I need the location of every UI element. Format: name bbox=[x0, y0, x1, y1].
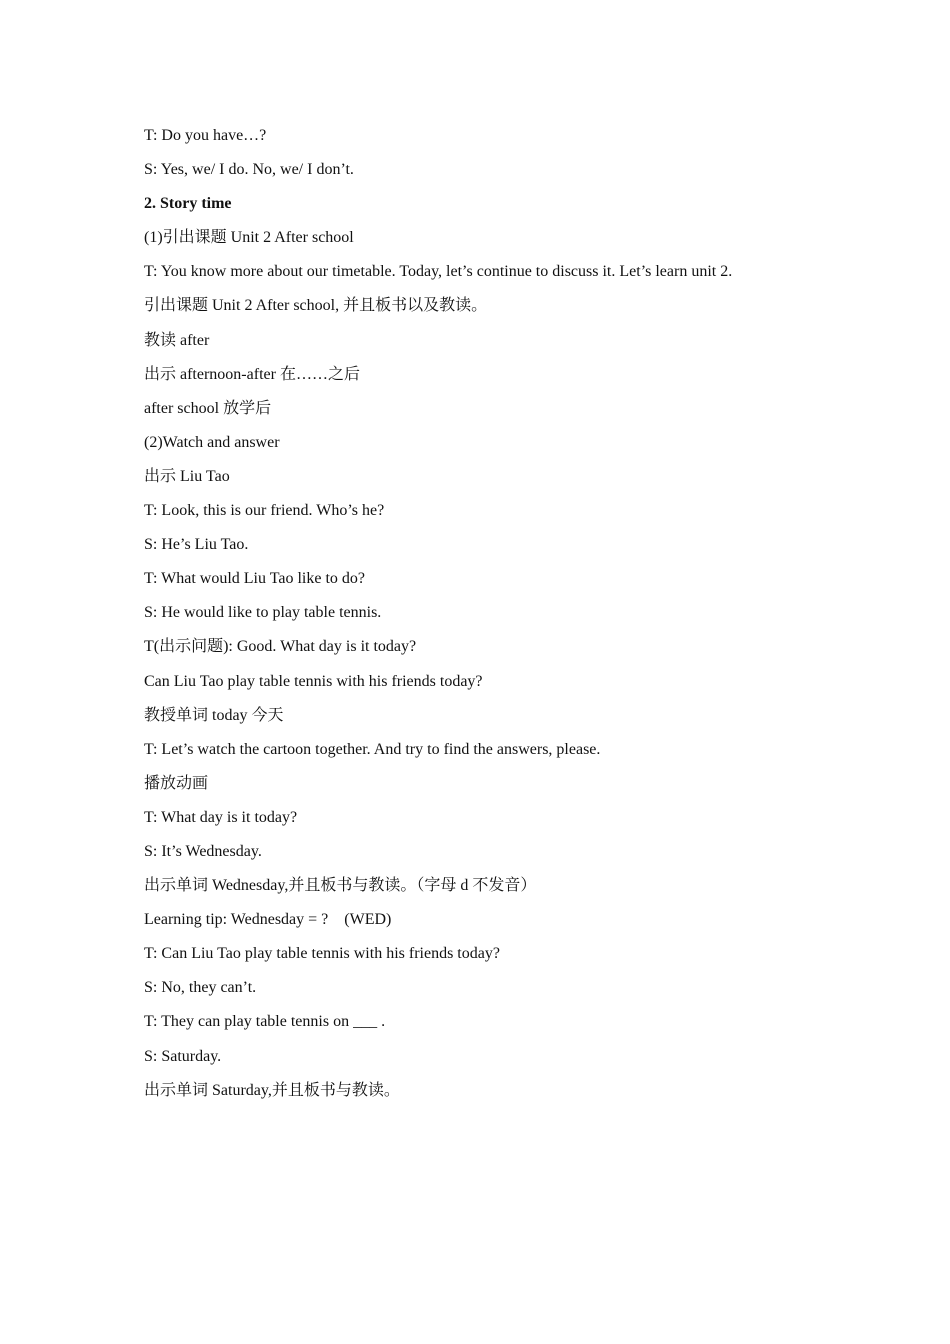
text-line: 教读 after bbox=[144, 331, 210, 349]
text-line: 引出课题 Unit 2 After school, 并且板书以及教读。 bbox=[144, 297, 488, 315]
text-line: S: Saturday. bbox=[144, 1047, 222, 1065]
text-line: T(出示问题): Good. What day is it today? bbox=[144, 638, 417, 656]
text-line: S: Yes, we/ I do. No, we/ I don’t. bbox=[144, 161, 354, 179]
text-line: 出示单词 Wednesday,并且板书与教读。（字母 d 不发音） bbox=[144, 877, 537, 895]
text-line: T: They can play table tennis on ___ . bbox=[144, 1013, 386, 1031]
text-line: T: Can Liu Tao play table tennis with his friends today? bbox=[144, 945, 500, 963]
text-line: (1)引出课题 Unit 2 After school bbox=[144, 229, 354, 247]
text-line: T: What day is it today? bbox=[144, 808, 298, 826]
text-line: T: What would Liu Tao like to do? bbox=[144, 570, 366, 588]
text-line: S: He would like to play table tennis. bbox=[144, 604, 382, 622]
text-line: T: Let’s watch the cartoon together. And try to find the answers, please. bbox=[144, 740, 601, 758]
text-line: T: Look, this is our friend. Who’s he? bbox=[144, 502, 385, 520]
text-line: after school 放学后 bbox=[144, 399, 272, 417]
text-line: S: It’s Wednesday. bbox=[144, 842, 262, 860]
text-line: T: You know more about our timetable. Today, let’s continue to discuss it. Let’s learn unit 2. bbox=[144, 263, 733, 281]
text-line: Learning tip: Wednesday = ? (WED) bbox=[144, 911, 392, 929]
text-line: S: No, they can’t. bbox=[144, 979, 257, 997]
text-line: S: He’s Liu Tao. bbox=[144, 536, 249, 554]
text-line: 教授单词 today 今天 bbox=[144, 706, 284, 724]
text-line: (2)Watch and answer bbox=[144, 433, 280, 451]
document-page bbox=[144, 125, 824, 1114]
text-line: 播放动画 bbox=[144, 774, 209, 792]
text-line: 出示 afternoon-after 在……之后 bbox=[144, 365, 360, 383]
text-line: 出示单词 Saturday,并且板书与教读。 bbox=[144, 1081, 400, 1099]
section-heading: 2. Story time bbox=[144, 195, 232, 213]
text-line: T: Do you have…? bbox=[144, 127, 267, 144]
text-line: Can Liu Tao play table tennis with his friends today? bbox=[144, 672, 483, 690]
text-line: 出示 Liu Tao bbox=[144, 467, 230, 485]
